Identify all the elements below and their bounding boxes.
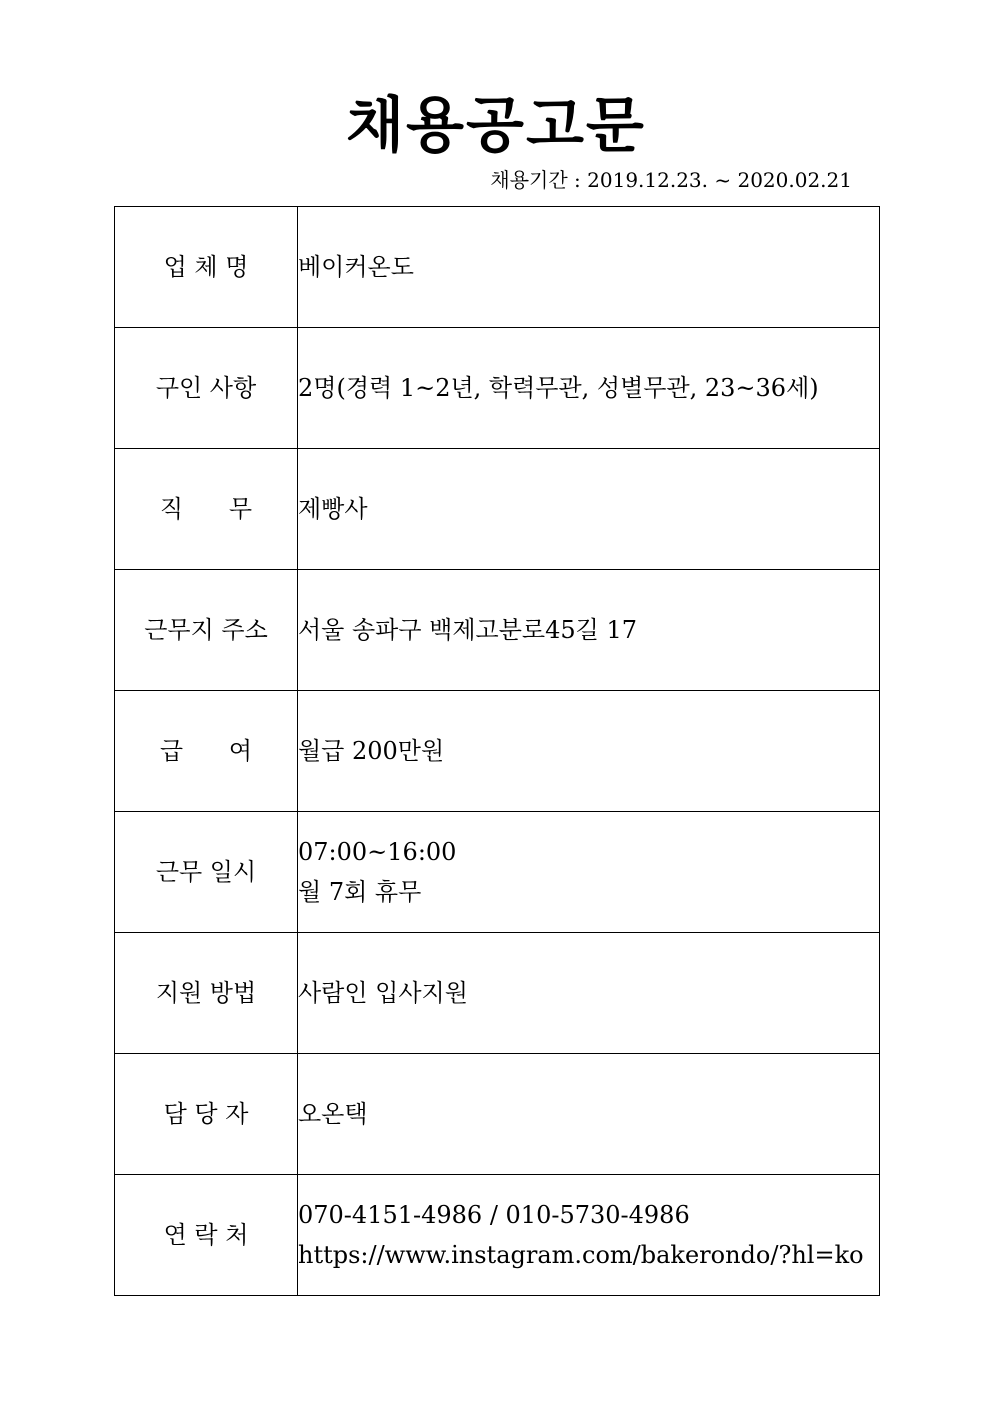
hiring-details-label-cell	[115, 328, 298, 449]
row-application-method	[115, 933, 880, 1054]
application-method-value-cell	[298, 933, 880, 1054]
salary-label-cell	[115, 691, 298, 812]
work-schedule-label-cell	[115, 812, 298, 933]
days-off-value: 월 7회 휴무	[298, 878, 422, 906]
job-role-value: 제빵사	[298, 495, 368, 523]
company-name-label: 업 체 명	[163, 253, 249, 281]
work-address-label-cell	[115, 570, 298, 691]
job-role-label: 직 무	[159, 495, 253, 523]
application-method-value: 사람인 입사지원	[298, 979, 468, 1007]
phone-numbers-value: 070-4151-4986 / 010-5730-4986	[298, 1201, 690, 1229]
row-company-name	[115, 207, 880, 328]
contact-info-label-cell	[115, 1175, 298, 1296]
application-method-label: 지원 방법	[155, 979, 257, 1007]
row-hiring-details	[115, 328, 880, 449]
contact-person-label: 담 당 자	[163, 1100, 249, 1128]
salary-value: 월급 200만원	[298, 737, 445, 765]
work-address-label: 근무지 주소	[144, 616, 268, 644]
row-work-schedule	[115, 812, 880, 933]
application-method-label-cell	[115, 933, 298, 1054]
recruitment-period: 채용기간 : 2019.12.23. ~ 2020.02.21	[490, 168, 852, 192]
page-title: 채용공고문	[346, 91, 646, 161]
work-address-value: 서울 송파구 백제고분로45길 17	[298, 616, 637, 644]
company-name-label-cell	[115, 207, 298, 328]
company-name-value: 베이커온도	[298, 253, 414, 281]
contact-person-label-cell	[115, 1054, 298, 1175]
work-hours-value: 07:00~16:00	[298, 838, 457, 866]
salary-label: 급 여	[159, 737, 253, 765]
row-work-address	[115, 570, 880, 691]
row-salary	[115, 691, 880, 812]
salary-value-cell	[298, 691, 880, 812]
work-schedule-value-cell	[298, 812, 880, 933]
row-contact-info	[115, 1175, 880, 1296]
row-contact-person	[115, 1054, 880, 1175]
hiring-details-value-cell	[298, 328, 880, 449]
job-role-label-cell	[115, 449, 298, 570]
contact-info-value-cell	[298, 1175, 880, 1296]
hiring-details-label: 구인 사항	[155, 374, 257, 402]
contact-person-value: 오온택	[298, 1100, 368, 1128]
work-address-value-cell	[298, 570, 880, 691]
company-name-value-cell	[298, 207, 880, 328]
job-role-value-cell	[298, 449, 880, 570]
row-job-role	[115, 449, 880, 570]
instagram-link[interactable]: https://www.instagram.com/bakerondo/?hl=ko	[298, 1241, 864, 1269]
hiring-details-value: 2명(경력 1~2년, 학력무관, 성별무관, 23~36세)	[298, 374, 819, 402]
work-schedule-label: 근무 일시	[155, 858, 257, 886]
contact-info-label: 연 락 처	[163, 1221, 249, 1249]
contact-person-value-cell	[298, 1054, 880, 1175]
job-posting-table	[114, 206, 880, 1296]
